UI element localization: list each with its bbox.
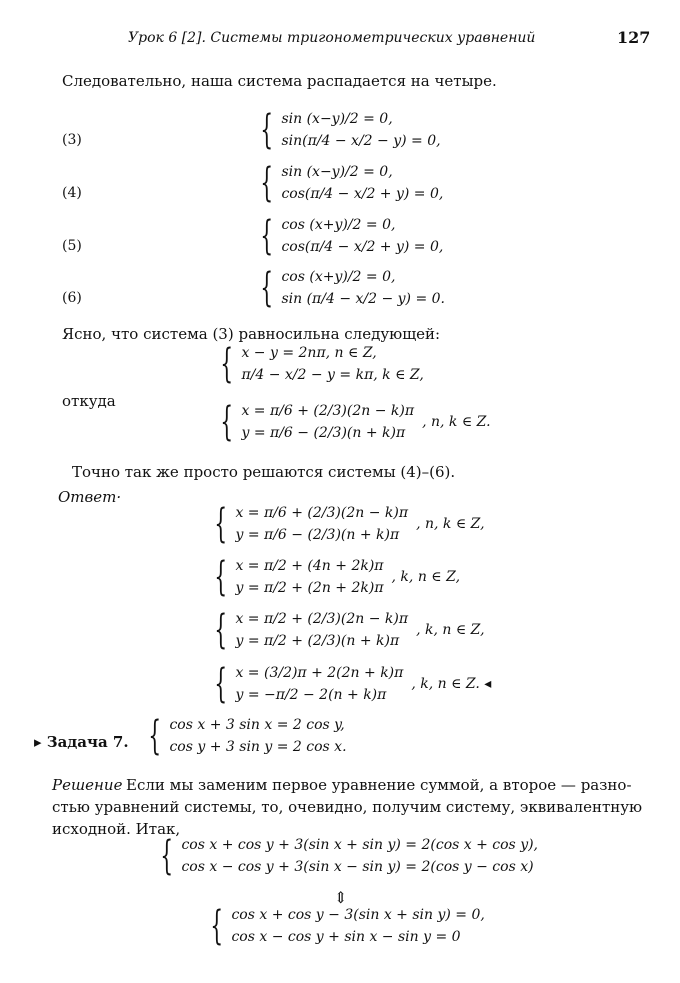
equation-line: cos x + 3 sin x = 2 cos y, [169,717,345,733]
brace-icon: { [214,501,228,547]
solution-line: исходной. Итак, [52,820,181,838]
equation-line: cos x + cos y + 3(sin x + sin y) = 2(cos x + cos y), [181,837,539,853]
problem-label: ▸ Задача 7. [34,733,129,751]
system-4 [254,160,444,206]
brace-icon: { [220,341,234,387]
equation-line: cos x − cos y + sin x − sin y = 0 [231,929,461,945]
running-title: Урок 6 [2]. Системы тригонометрических уравнений [128,30,536,46]
equation-line: π/4 − x/2 − y = kπ, k ∈ Z, [241,367,424,383]
brace-icon: { [214,554,228,600]
equation-line: y = π/2 + (2/3)(n + k)π [235,633,400,649]
equation-line: y = π/2 + (2n + 2k)π [235,580,384,596]
system-label-6: (6) [62,290,82,306]
equation-line: x = π/2 + (4n + 2k)π [235,558,384,574]
problem-system [142,713,347,759]
answer-label: Ответ· [58,488,122,506]
brace-icon: { [260,265,274,311]
solution-line: стью уравнений системы, то, очевидно, получим систему, эквивалентную [52,798,643,816]
brace-icon: { [214,661,228,707]
brace-icon: { [214,607,228,653]
system-label-3: (3) [62,132,82,148]
equation-line: x = π/2 + (2/3)(2n − k)π [235,611,409,627]
equation-line: sin (x−y)/2 = 0, [281,111,393,127]
equation-line: sin (π/4 − x/2 − y) = 0. [281,291,446,307]
parameter-note: , n, k ∈ Z, [416,516,485,532]
equation-line: cos (x+y)/2 = 0, [281,217,396,233]
system-label-5: (5) [62,238,82,254]
whence-system [214,399,491,445]
equation-line: cos y + 3 sin y = 2 cos x. [169,739,347,755]
brace-icon: { [160,833,174,879]
equation-line: cos (x+y)/2 = 0, [281,269,396,285]
whence-text: откуда [62,392,116,410]
equation-line: x = (3/2)π + 2(2n + k)π [235,665,404,681]
equation-line: cos x + cos y − 3(sin x + sin y) = 0, [231,907,485,923]
equation-line: sin (x−y)/2 = 0, [281,164,393,180]
brace-icon: { [210,903,224,949]
sum-system [154,833,539,879]
page-number: 127 [617,28,651,47]
solution-label: Решение [52,776,123,794]
system-3 [254,107,441,153]
brace-icon: { [220,399,234,445]
equation-line: x = π/6 + (2/3)(2n − k)π [235,505,409,521]
equation-line: sin(π/4 − x/2 − y) = 0, [281,133,441,149]
parameter-note: , k, n ∈ Z, [391,569,461,585]
equation-line: y = π/6 − (2/3)(n + k)π [241,425,406,441]
similarly-text: Точно так же просто решаются системы (4)–(6). [72,463,456,481]
equation-line: x − y = 2nπ, n ∈ Z, [241,345,377,361]
brace-icon: { [260,160,274,206]
equation-line: cos x − cos y + 3(sin x − sin y) = 2(cos y − cos x) [181,859,534,875]
intro-text: Следовательно, наша система распадается на четыре. [62,72,497,90]
brace-icon: { [260,107,274,153]
equivalent-system [214,341,424,387]
system-label-4: (4) [62,185,82,201]
brace-icon: { [148,713,162,759]
equation-line: cos(π/4 − x/2 + y) = 0, [281,186,444,202]
brace-icon: { [260,213,274,259]
equation-line: cos(π/4 − x/2 + y) = 0, [281,239,444,255]
equivalence-icon: ⇕ [334,888,348,907]
equation-line: y = −π/2 − 2(n + k)π [235,687,387,703]
answer-system-3 [208,607,485,653]
parameter-note: , k, n ∈ Z, [416,622,485,638]
parameter-note: , n, k ∈ Z. [422,414,491,430]
equation-line: x = π/6 + (2/3)(2n − k)π [241,403,415,419]
answer-system-2 [208,554,461,600]
answer-system-4 [208,661,492,707]
solution-line: Если мы заменим первое уравнение суммой, а второе — разно- [126,776,632,794]
system-5 [254,213,444,259]
answer-system-1 [208,501,485,547]
clear-text: Ясно, что система (3) равносильна следующей: [62,325,441,343]
system-6 [254,265,446,311]
parameter-note: , k, n ∈ Z. ◂ [411,676,492,692]
equation-line: y = π/6 − (2/3)(n + k)π [235,527,400,543]
final-system [204,903,485,949]
